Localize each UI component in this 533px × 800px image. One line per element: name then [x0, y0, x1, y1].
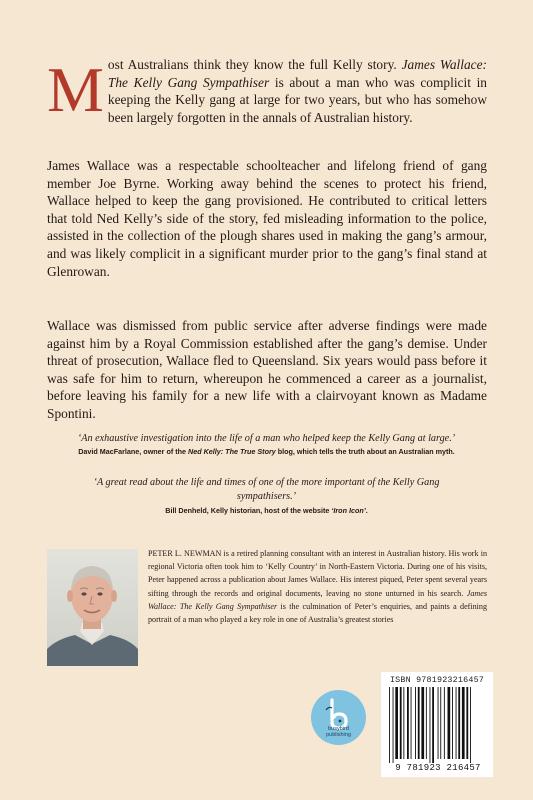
- barcode-bar: [432, 687, 434, 763]
- barcode-bar: [462, 687, 465, 759]
- barcode-bar: [411, 687, 412, 759]
- barcode-bar: [452, 687, 453, 759]
- body-paragraph-3: Wallace was dismissed from public service after adverse findings were made against him by a Royal Commission established after the gang’s demise. Under threat of prosecution, Wallace fled to Queensland. Six years would pass before it was safe for him to return, whereupon he commenced a career as a journalist, before leaving his family for a new life with a clairvoyant known as Madame Spontini.: [47, 318, 487, 421]
- barcode-bar: [400, 687, 402, 759]
- barcode-bar: [440, 687, 441, 759]
- barcode-bar: [415, 687, 416, 759]
- barcode-bar: [444, 687, 445, 759]
- barcode-bar: [470, 687, 471, 763]
- author-bio: PETER L. NEWMAN is a retired planning consultant with an interest in Australian history. His work in regional Victoria often took him to ‘Kelly Country’ in North-Eastern Victoria. During one of his visits, Peter happened across a publication about James Wallace. His interest piqued, Peter spent several years sifting through the records and original documents, leaving no stone unturned in his search. James Wallace: The Kelly Gang Sympathiser is the culmination of Peter’s enquiries, and paints a defining portrait of a man who played a key role in one of Australia’s greatest stories: [148, 549, 487, 625]
- barcode-bar: [448, 687, 451, 759]
- author-photo: [47, 549, 138, 666]
- barcode-bar: [421, 687, 424, 759]
- drop-cap: M: [47, 54, 104, 125]
- barcode-bar: [456, 687, 457, 759]
- publisher-logo: [311, 690, 366, 745]
- barcode-bar: [426, 687, 427, 759]
- review-quote-2: ‘A great read about the life and times of one of the more important of the Kelly Gang sympathisers.’: [93, 477, 440, 502]
- review-quote-1: ‘An exhaustive investigation into the life of a man who helped keep the Kelly Gang at large.’: [77, 433, 456, 444]
- publisher-name: busybird publishing: [326, 726, 351, 738]
- barcode-bar: [393, 687, 394, 763]
- intro-text-a: ost Australians think they know the full Kelly story.: [107, 57, 402, 72]
- isbn-digits: 9 781923 216457: [395, 763, 481, 773]
- intro-text-b: is about a man who was complicit in keeping the Kelly gang at large for two years, but who has somehow been largely forgotten in the annals of Australian history.: [107, 74, 487, 125]
- isbn-label: ISBN 9781923216457: [389, 675, 485, 685]
- barcode-bar: [458, 687, 460, 759]
- barcode-bar: [418, 687, 420, 759]
- review-attribution-2: Bill Denheld, Kelly historian, host of the website ‘Iron Icon’.: [165, 506, 368, 515]
- body-paragraph-2: James Wallace was a respectable schoolteacher and lifelong friend of gang member Joe Byrne. Working away behind the scenes to protect his friend, Wallace helped to keep the gang provisioned. He contributed to critical letters that told Ned Kelly’s side of the story, fed misleading information to the police, assisted in the collection of the plough shares used in making the gang’s armour, and was likely complicit in a significant murder prior to the gang’s final stand at Glenrowan.: [47, 158, 487, 279]
- bio-book-title: James Wallace: The Kelly Gang Sympathiser: [148, 588, 487, 611]
- barcode-bar: [395, 687, 398, 759]
- barcode-bar: [403, 687, 404, 759]
- barcode-bar: [407, 687, 409, 759]
- barcode-bars: [387, 687, 487, 763]
- isbn-barcode: [381, 672, 493, 777]
- barcode-bar: [430, 687, 431, 763]
- intro-paragraph: [47, 56, 487, 126]
- barcode-bar: [466, 687, 468, 759]
- barcode-bar: [389, 687, 390, 763]
- review-attribution-1: David MacFarlane, owner of the Ned Kelly: The True Story blog, which tells the truth about an Australian myth.: [78, 447, 455, 456]
- barcode-bar: [438, 687, 439, 759]
- intro-book-title: James Wallace: The Kelly Gang Sympathiser: [107, 57, 487, 90]
